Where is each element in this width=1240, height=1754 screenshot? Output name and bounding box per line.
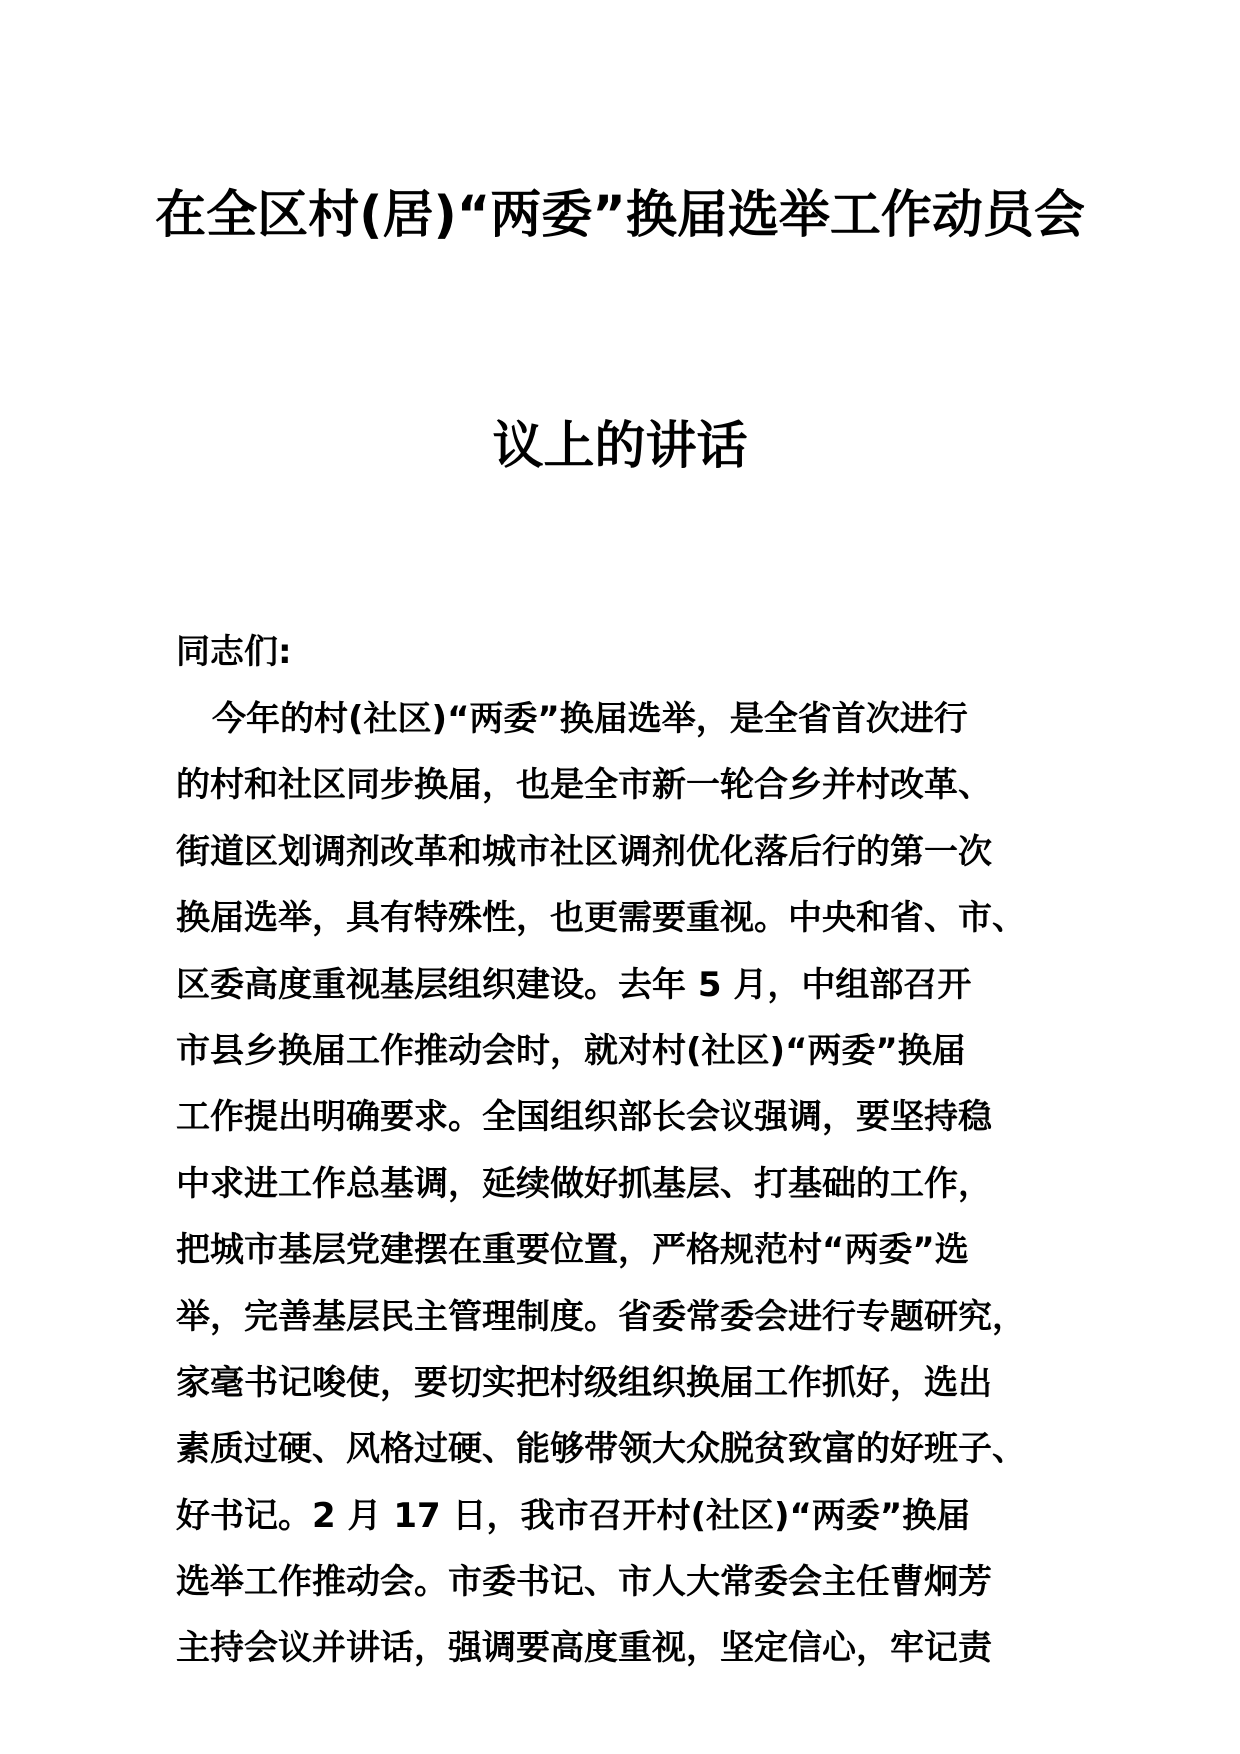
body-line-7: 工作提出明确要求。全国组织部长会议强调，要坚持稳	[176, 1097, 992, 1138]
body-line-15: 主持会议并讲话，强调要高度重视，坚定信心，牢记责	[176, 1628, 992, 1669]
body-line-5: 区委高度重视基层组织建设。去年 5 月，中组部召开	[176, 964, 972, 1005]
document-title-line-1: 在全区村(居)“两委”换届选举工作动员会	[155, 186, 1085, 245]
salutation: 同志们:	[176, 632, 292, 672]
body-line-12: 素质过硬、风格过硬、能够带领大众脱贫致富的好班子、	[176, 1429, 1026, 1470]
body-line-8: 中求进工作总基调，延续做好抓基层、打基础的工作，	[176, 1163, 992, 1204]
body-line-10: 举，完善基层民主管理制度。省委常委会进行专题研究，	[176, 1296, 1026, 1337]
body-line-11: 家毫书记唆使，要切实把村级组织换届工作抓好，选出	[176, 1362, 992, 1403]
body-line-4: 换届选举，具有特殊性，也更需要重视。中央和省、市、	[176, 898, 1026, 939]
document-title-line-2: 议上的讲话	[492, 417, 748, 476]
body-line-14: 选举工作推动会。市委书记、市人大常委会主任曹炯芳	[176, 1562, 992, 1603]
body-line-6: 市县乡换届工作推动会时，就对村(社区)“两委”换届	[176, 1030, 966, 1071]
body-line-13: 好书记。2 月 17 日，我市召开村(社区)“两委”换届	[176, 1495, 971, 1536]
body-text	[176, 697, 1106, 1693]
body-line-1: 今年的村(社区)“两委”换届选举，是全省首次进行	[212, 699, 968, 739]
body-line-2: 的村和社区同步换届，也是全市新一轮合乡并村改革、	[176, 765, 992, 806]
body-line-3: 街道区划调剂改革和城市社区调剂优化落后行的第一次	[176, 831, 992, 872]
body-line-9: 把城市基层党建摆在重要位置，严格规范村“两委”选	[176, 1230, 969, 1271]
